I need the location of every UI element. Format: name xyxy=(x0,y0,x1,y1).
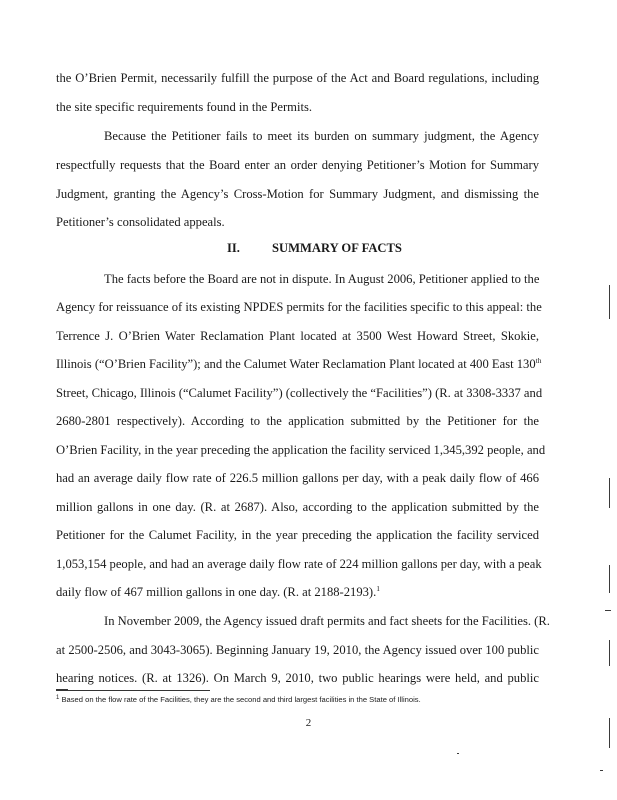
section-number: II. xyxy=(227,241,240,255)
body-line: 2680-2801 respectively). According to the application submitted by the Petitioner for the xyxy=(56,414,539,428)
body-line: at 2500-2506, and 3043-3065). Beginning January 19, 2010, the Agency issued over 100 public xyxy=(56,643,539,657)
body-line: the O’Brien Permit, necessarily fulfill the purpose of the Act and Board regulations, including xyxy=(56,71,539,85)
scan-speck xyxy=(457,753,459,754)
scan-margin-mark xyxy=(600,770,603,771)
footnote xyxy=(56,695,421,705)
footnote-separator xyxy=(56,690,210,691)
body-line: Petitioner’s consolidated appeals. xyxy=(56,215,225,229)
body-line: million gallons in one day. (R. at 2687). Also, according to the application submitted by the xyxy=(56,500,539,514)
scan-margin-mark xyxy=(609,285,610,319)
scan-margin-mark xyxy=(609,565,610,593)
body-line: the site specific requirements found in the Permits. xyxy=(56,100,313,114)
superscript: th xyxy=(535,356,542,365)
body-line: 1,053,154 people, and had an average daily flow rate of 224 million gallons per day, with a peak xyxy=(56,557,542,571)
scan-margin-mark xyxy=(609,718,610,748)
body-line: had an average daily flow rate of 226.5 million gallons per day, with a peak daily flow of 466 xyxy=(56,471,539,485)
scan-margin-mark xyxy=(609,640,610,666)
body-line xyxy=(56,356,542,372)
scan-margin-mark xyxy=(605,610,611,611)
body-line: Judgment, granting the Agency’s Cross-Motion for Summary Judgment, and dismissing the xyxy=(56,187,539,201)
body-line xyxy=(56,584,539,600)
body-line: Agency for reissuance of its existing NPDES permits for the facilities specific to this appeal: the xyxy=(56,300,542,314)
line-text: daily flow of 467 million gallons in one day. (R. at 2188-2193). xyxy=(56,585,377,599)
footnote-text: Based on the flow rate of the Facilities, they are the second and third largest facilities in the State of Illinois. xyxy=(61,695,421,704)
footnote-ref[interactable]: 1 xyxy=(376,584,381,593)
section-title: SUMMARY OF FACTS xyxy=(272,241,402,255)
scan-margin-mark xyxy=(609,478,610,508)
body-line: respectfully requests that the Board enter an order denying Petitioner’s Motion for Summary xyxy=(56,158,539,172)
body-line: O’Brien Facility, in the year preceding the application the facility serviced 1,345,392 people, and xyxy=(56,443,546,457)
page-number: 2 xyxy=(305,717,312,729)
body-line: hearing notices. (R. at 1326). On March 9, 2010, two public hearings were held, and public xyxy=(56,671,539,685)
body-line: The facts before the Board are not in dispute. In August 2006, Petitioner applied to the xyxy=(104,272,540,286)
body-line: In November 2009, the Agency issued draft permits and fact sheets for the Facilities. (R. xyxy=(104,614,550,628)
body-line: Street, Chicago, Illinois (“Calumet Facility”) (collectively the “Facilities”) (R. at 3308-3337 and xyxy=(56,386,543,400)
body-line: Terrence J. O’Brien Water Reclamation Plant located at 3500 West Howard Street, Skokie, xyxy=(56,329,539,343)
line-text: Illinois (“O’Brien Facility”); and the Calumet Water Reclamation Plant located at 400 East 130 xyxy=(56,357,536,371)
body-line: Petitioner for the Calumet Facility, in the year preceding the application the facility serviced xyxy=(56,528,539,542)
footnote-marker: 1 xyxy=(56,695,60,701)
body-line: Because the Petitioner fails to meet its burden on summary judgment, the Agency xyxy=(104,129,539,143)
